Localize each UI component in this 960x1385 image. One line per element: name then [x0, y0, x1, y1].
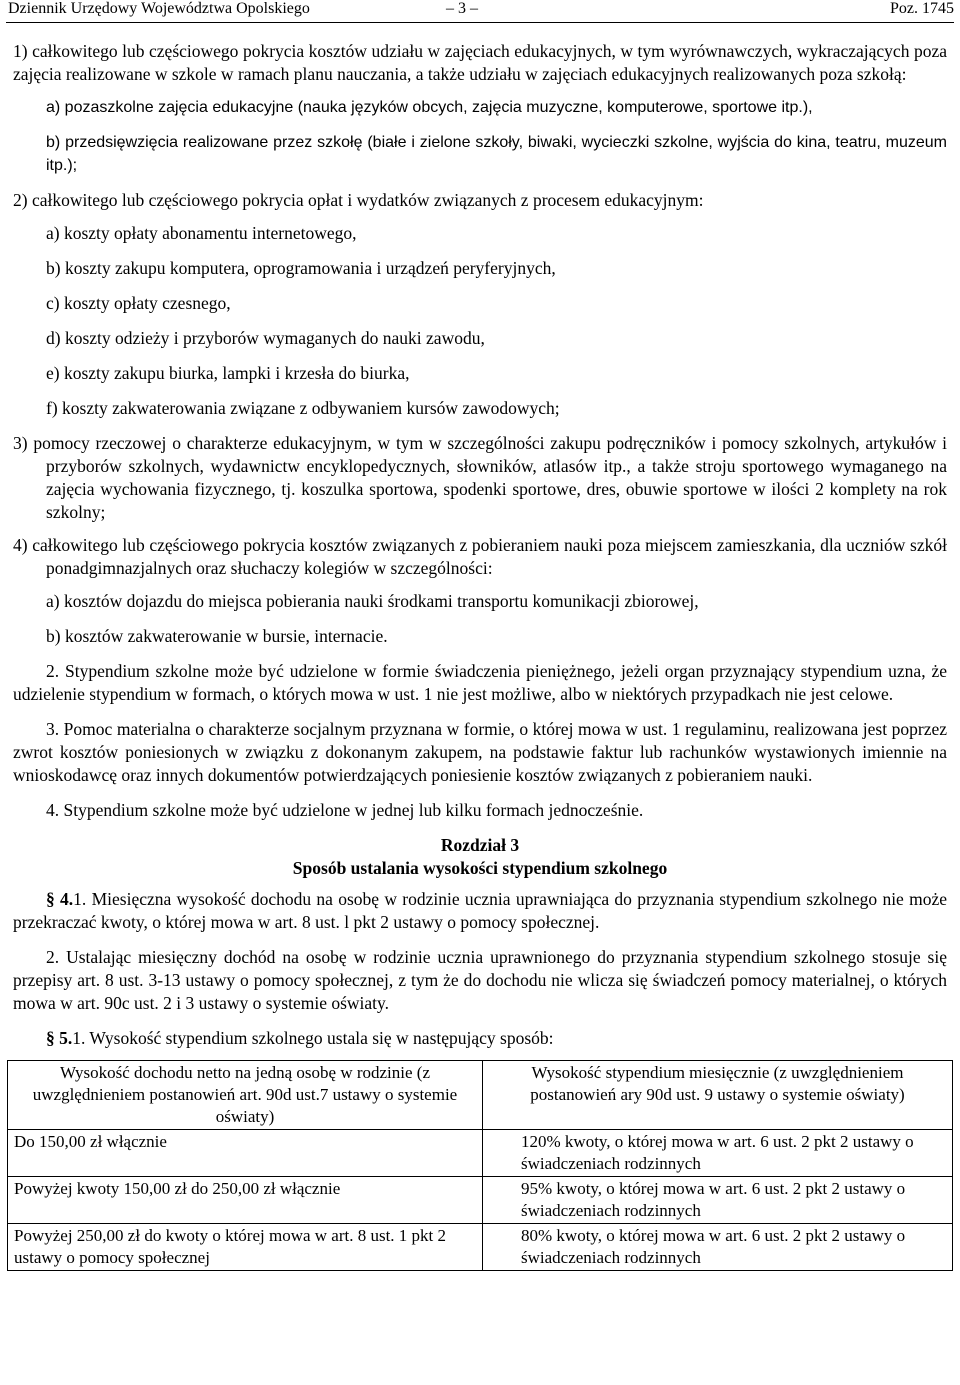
- table-header-stipend: Wysokość stypendium miesięcznie (z uwzględnieniem postanowień ary 90d ust. 9 ustawy o systemie oświaty): [483, 1061, 953, 1130]
- table-cell-stipend: 95% kwoty, o której mowa w art. 6 ust. 2 pkt 2 ustawy o świadczeniach rodzinnych: [483, 1177, 953, 1224]
- table-cell-income: Do 150,00 zł włącznie: [8, 1130, 483, 1177]
- item-1: 1) całkowitego lub częściowego pokrycia kosztów udziału w zajęciach edukacyjnych, w tym wyrównawczych, wykraczających poza zajęcia realizowane w szkole w ramach planu nauczania, a także udziału w zajęciach edukacyjnych realizowanych poza szkołą:: [13, 41, 947, 84]
- item-2: 2) całkowitego lub częściowego pokrycia opłat i wydatków związanych z procesem edukacyjnym:: [13, 190, 704, 210]
- item-1b: b) przedsięwzięcia realizowane przez szkołę (białe i zielone szkoły, biwaki, wycieczki szkolne, wyjścia do kina, teatru, muzeum itp.);: [46, 134, 947, 174]
- position-number: Poz. 1745: [890, 0, 954, 17]
- chapter-heading: [13, 834, 947, 880]
- section-4-paragraph-2: 2. Ustalając miesięczny dochód na osobę w rodzinie ucznia uprawnionego do przyznania stypendium szkolnego stosuje się przepisy art. 8 ust. 3-13 ustawy o pomocy społecznej, z tym że do dochodu nie wlicza się świadczeń pomocy materialnej, o których mowa w art. 90c ust. 2 i 3 ustawy o systemie oświaty.: [13, 947, 947, 1013]
- paragraph-3: 3. Pomoc materialna o charakterze socjalnym przyznana w formie, o której mowa w ust. 1 regulaminu, realizowana jest poprzez zwrot kosztów poniesionych w związku z dokonanym zakupem, na podstawie faktur lub rachunków wystawionych imiennie na wnioskodawcę oraz innych dokumentów potwierdzających poniesienie kosztów związanych z pobieraniem nauki.: [13, 719, 947, 785]
- section-5-number: § 5.: [46, 1028, 73, 1048]
- section-5-paragraph-1: [13, 1027, 947, 1050]
- item-2f: f) koszty zakwaterowania związane z odbywaniem kursów zawodowych;: [46, 398, 560, 418]
- item-4b: b) kosztów zakwaterowanie w bursie, internacie.: [46, 626, 388, 646]
- item-2e: e) koszty zakupu biurka, lampki i krzesła do biurka,: [46, 363, 410, 383]
- item-2b: b) koszty zakupu komputera, oprogramowania i urządzeń peryferyjnych,: [46, 258, 556, 278]
- table-row: [8, 1224, 953, 1271]
- item-2a: a) koszty opłaty abonamentu internetowego,: [46, 223, 357, 243]
- paragraph-4: 4. Stypendium szkolne może być udzielone w jednej lub kilku formach jednocześnie.: [46, 800, 644, 820]
- paragraph-2: 2. Stypendium szkolne może być udzielone w formie świadczenia pieniężnego, jeżeli organ przyznający stypendium uzna, że udzielenie stypendium w formach, o których mowa w ust. 1 nie jest możliwe, albo w niektórych przypadkach nie jest celowe.: [13, 661, 947, 704]
- table-cell-stipend: 80% kwoty, o której mowa w art. 6 ust. 2 pkt 2 ustawy o świadczeniach rodzinnych: [483, 1224, 953, 1271]
- section-5-text: 1. Wysokość stypendium szkolnego ustala się w następujący sposób:: [72, 1028, 554, 1048]
- chapter-number: Rozdział 3: [440, 835, 520, 855]
- item-1a: a) pozaszkolne zajęcia edukacyjne (nauka języków obcych, zajęcia muzyczne, komputerowe, sportowe itp.),: [46, 99, 813, 116]
- section-4-number: § 4.: [46, 889, 74, 909]
- table-row: [8, 1130, 953, 1177]
- table-cell-income: Powyżej kwoty 150,00 zł do 250,00 zł włącznie: [8, 1177, 483, 1224]
- item-2c: c) koszty opłaty czesnego,: [46, 293, 231, 313]
- chapter-title: Sposób ustalania wysokości stypendium szkolnego: [292, 858, 668, 878]
- stipend-table: [7, 1060, 953, 1271]
- item-2d: d) koszty odzieży i przyborów wymaganych do nauki zawodu,: [46, 328, 485, 348]
- table-header-income: Wysokość dochodu netto na jedną osobę w rodzinie (z uwzględnieniem postanowień art. 90d ust.7 ustawy o systemie oświaty): [8, 1061, 483, 1130]
- section-4-paragraph-1: [13, 888, 947, 934]
- document-body: [13, 40, 947, 1271]
- page-number: – 3 –: [446, 0, 478, 17]
- item-4: 4) całkowitego lub częściowego pokrycia kosztów związanych z pobieraniem nauki poza miejscem zamieszkania, dla uczniów szkół ponadgimnazjalnych oraz słuchaczy kolegiów w szczególności:: [13, 535, 947, 578]
- section-4-text: 1. Miesięczna wysokość dochodu na osobę w rodzinie ucznia uprawniająca do przyznania stypendium szkolnego nie może przekraczać kwoty, o której mowa w art. 8 ust. l pkt 2 ustawy o pomocy społecznej.: [13, 889, 948, 932]
- table-cell-income: Powyżej 250,00 zł do kwoty o której mowa w art. 8 ust. 1 pkt 2 ustawy o pomocy społecznej: [8, 1224, 483, 1271]
- journal-title: Dziennik Urzędowy Województwa Opolskiego: [8, 0, 310, 17]
- table-header-row: [8, 1061, 953, 1130]
- table-row: [8, 1177, 953, 1224]
- table-cell-stipend: 120% kwoty, o której mowa w art. 6 ust. 2 pkt 2 ustawy o świadczeniach rodzinnych: [483, 1130, 953, 1177]
- item-4a: a) kosztów dojazdu do miejsca pobierania nauki środkami transportu komunikacji zbiorowej,: [46, 591, 699, 611]
- page-header: [6, 0, 954, 23]
- item-3: 3) pomocy rzeczowej o charakterze edukacyjnym, w tym w szczególności zakupu podręczników i pomocy szkolnych, artykułów i przyborów szkolnych, wydawnictw encyklopedycznych, słowników, atlasów itp., a także stroju sportowego wymaganego na zajęcia wychowania fizycznego, tj. koszulka sportowa, spodenki sportowe, dres, obuwie sportowe w ilości 2 komplety na rok szkolny;: [13, 433, 947, 522]
